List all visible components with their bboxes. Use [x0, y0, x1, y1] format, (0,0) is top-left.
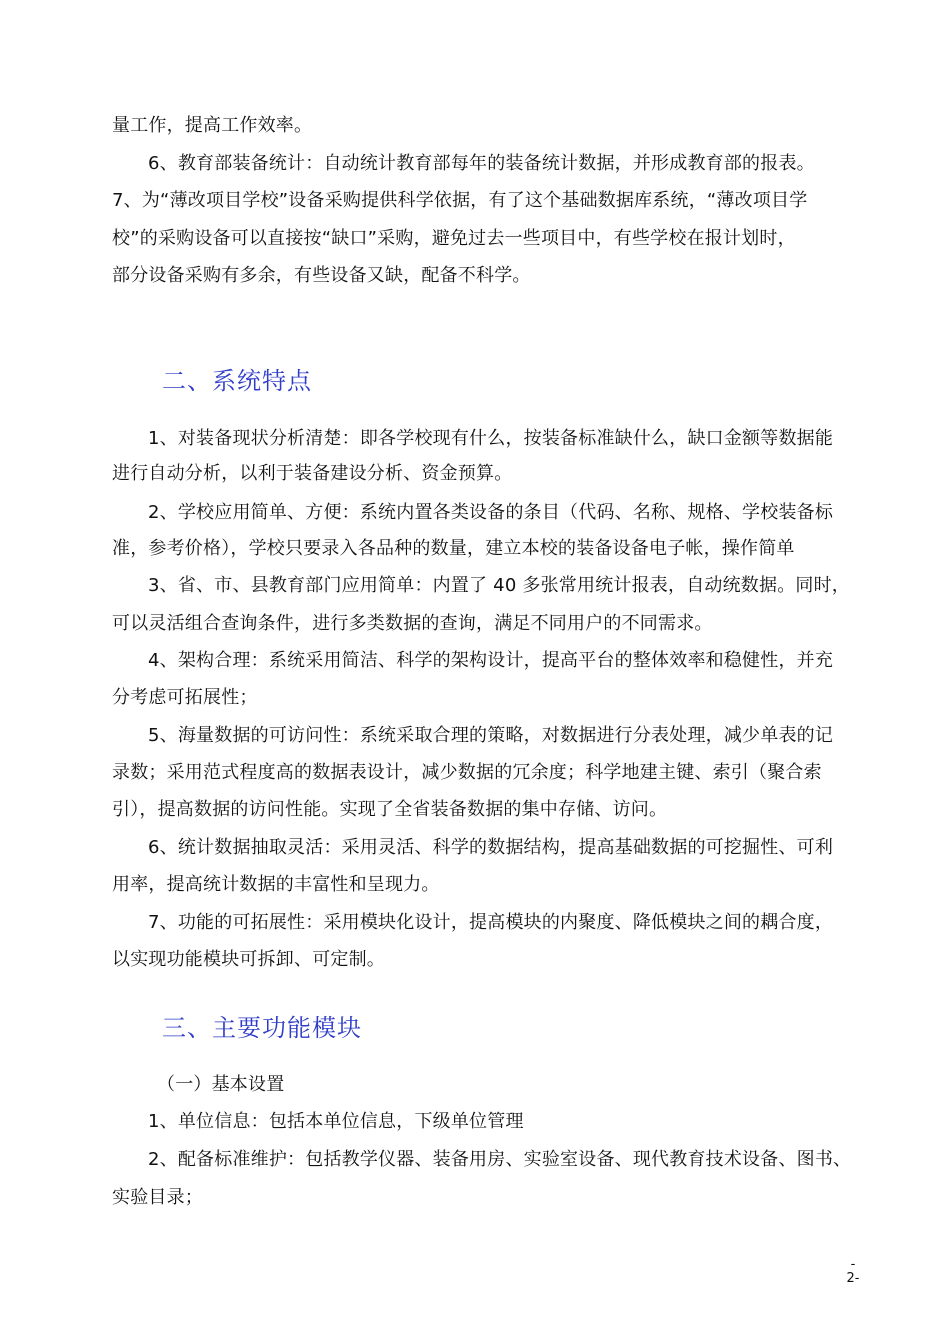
page-number-dash: -: [850, 1257, 856, 1272]
paragraph-line: 进行自动分析，以利于装备建设分析、资金预算。: [112, 463, 513, 484]
paragraph-line: 2、学校应用简单、方便：系统内置各类设备的条目（代码、名称、规格、学校装备标: [148, 502, 834, 523]
paragraph-line: 量工作，提高工作效率。: [112, 115, 313, 136]
paragraph-line: 1、对装备现状分析清楚：即各学校现有什么，按装备标准缺什么，缺口金额等数据能: [148, 428, 834, 449]
paragraph-line: 6、统计数据抽取灵活：采用灵活、科学的数据结构，提高基础数据的可挖掘性、可利: [148, 837, 834, 858]
paragraph-line: 7、为“薄改项目学校”设备采购提供科学依据，有了这个基础数据库系统，“薄改项目学: [112, 190, 808, 211]
section-heading: 二、系统特点: [162, 367, 312, 395]
paragraph-line: 可以灵活组合查询条件，进行多类数据的查询，满足不同用户的不同需求。: [112, 613, 713, 634]
paragraph-line: 2、配备标准维护：包括教学仪器、装备用房、实验室设备、现代教育技术设备、图书、: [148, 1149, 852, 1170]
paragraph-line: 5、海量数据的可访问性：系统采取合理的策略，对数据进行分表处理，减少单表的记: [148, 725, 834, 746]
paragraph-line: 部分设备采购有多余，有些设备又缺，配备不科学。: [112, 265, 531, 286]
section-heading: 三、主要功能模块: [162, 1014, 362, 1042]
paragraph-line: 录数；采用范式程度高的数据表设计，减少数据的冗余度；科学地建主键、索引（聚合索: [112, 762, 822, 783]
paragraph-line: 用率，提高统计数据的丰富性和呈现力。: [112, 874, 440, 895]
paragraph-line: 以实现功能模块可拆卸、可定制。: [112, 949, 385, 970]
page-number: 2-: [846, 1271, 860, 1286]
paragraph-line: 分考虑可拓展性；: [112, 687, 258, 708]
paragraph-line: 3、省、市、县教育部门应用简单：内置了 40 多张常用统计报表，自动统数据。同时，: [148, 575, 850, 596]
paragraph-line: 7、功能的可拓展性：采用模块化设计，提高模块的内聚度、降低模块之间的耦合度，: [148, 912, 834, 933]
subsection-heading: （一）基本设置: [157, 1074, 285, 1095]
paragraph-line: 6、教育部装备统计：自动统计教育部每年的装备统计数据，并形成教育部的报表。: [148, 153, 815, 174]
paragraph-line: 1、单位信息：包括本单位信息，下级单位管理: [148, 1111, 524, 1132]
paragraph-line: 实验目录；: [112, 1187, 203, 1208]
paragraph-line: 引），提高数据的访问性能。实现了全省装备数据的集中存储、访问。: [112, 799, 668, 820]
paragraph-line: 准，参考价格），学校只要录入各品种的数量，建立本校的装备设备电子帐，操作简单: [112, 538, 795, 559]
paragraph-line: 校”的采购设备可以直接按“缺口”采购，避免过去一些项目中，有些学校在报计划时，: [112, 228, 796, 249]
paragraph-line: 4、架构合理：系统采用简洁、科学的架构设计，提高平台的整体效率和稳健性，并充: [148, 650, 834, 671]
